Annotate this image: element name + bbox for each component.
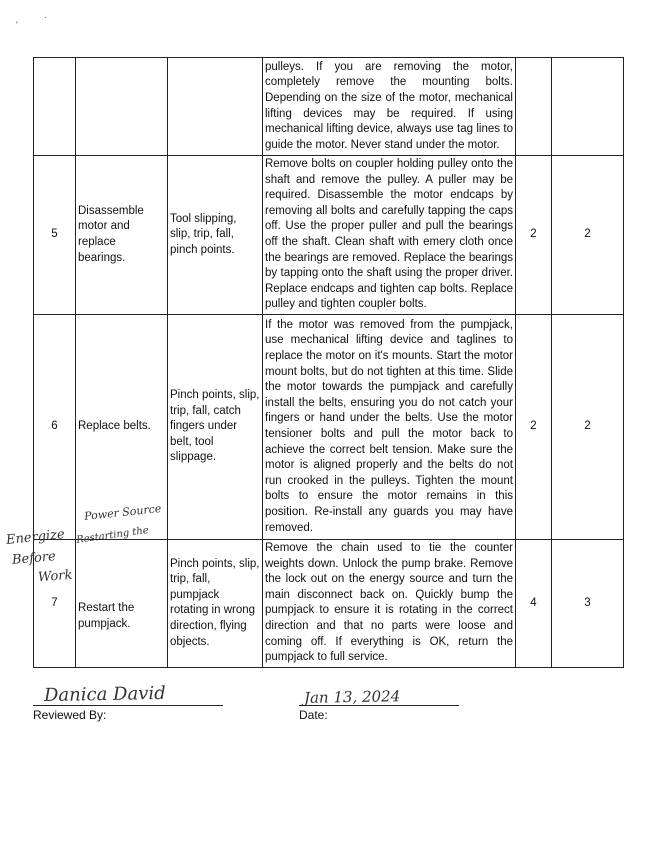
step-number-cell (34, 58, 76, 156)
scan-speck: ' (16, 20, 18, 30)
table-row (34, 539, 624, 667)
task-cell (76, 539, 168, 667)
handwritten-note-restarting: Restarting the (75, 524, 150, 547)
rating-a-cell: 2 (516, 314, 552, 539)
rating-b-cell: 2 (552, 156, 624, 315)
reviewer-signature: Danica David (43, 682, 166, 707)
rating-b-cell (552, 58, 624, 156)
rating-a-cell (516, 58, 552, 156)
table-row (34, 156, 624, 315)
rating-b-cell: 3 (552, 539, 624, 667)
step-number-cell: 7 (34, 539, 76, 667)
step-number-cell: 5 (34, 156, 76, 315)
handwritten-note-energize: Energize (5, 526, 66, 549)
procedure-cell: pulleys. If you are removing the motor, completely remove the mounting bolts. Depending on the size of the motor, mechanical lifting devices may be required. If using mechanical lifting device, always use tag lines to guide the motor. Never stand under the motor. (263, 58, 516, 156)
table-row (34, 58, 624, 156)
reviewer-signature-line (33, 705, 223, 706)
hazards-cell (168, 58, 263, 156)
hazards-cell: Tool slipping, slip, trip, fall, pinch points. (168, 156, 263, 315)
reviewed-by-label: Reviewed By: (33, 708, 107, 722)
rating-b-cell: 2 (552, 314, 624, 539)
date-label: Date: (299, 708, 328, 722)
task-text: Restart the pumpjack. (78, 602, 135, 630)
handwritten-note-before: Before (11, 549, 57, 568)
task-cell: Disassemble motor and replace bearings. (76, 156, 168, 315)
task-cell: Replace belts. (76, 314, 168, 539)
procedure-cell: Remove the chain used to tie the counter weights down. Unlock the pump brake. Remove the lock out on the energy source and turn the main disconnect back on. Quickly bump the pumpjack to ensure it is rotating in the correct direction and that no parts were loose and coming off. If everything is OK, return the pumpjack to full service. (263, 539, 516, 667)
scan-speck: . (44, 10, 47, 20)
rating-a-cell: 4 (516, 539, 552, 667)
rating-a-cell: 2 (516, 156, 552, 315)
job-hazard-analysis-table (33, 57, 624, 668)
step-number-cell: 6 (34, 314, 76, 539)
procedure-cell: Remove bolts on coupler holding pulley onto the shaft and remove the pulley. A puller may be required. Disassemble the motor endcaps by removing all bolts and carefully tapping the caps off. Use the proper puller and pull the bearings off the shaft. Clean shaft with emery cloth once the bearings are removed. Replace the bearings by tapping onto the shaft using the proper driver. Replace endcaps and tighten cap bolts. Replace pulley and tighten coupler bolts. (263, 156, 516, 315)
task-cell (76, 58, 168, 156)
handwritten-note-work: Work (37, 567, 73, 586)
procedure-cell: If the motor was removed from the pumpjack, use mechanical lifting device and taglines to replace the motor on it's mounts. Start the motor mount bolts, but do not tighten at this time. Slide the motor towards the pumpjack and carefully install the belts, ensuring you do not catch your fingers or hand under the belts. Use the motor tensioner bolts and pull the motor back to achieve the correct belt tension. Make sure the motor is aligned properly and the belts do not run crooked in the pulleys. Tighten the mount bolts to ensure the motor remains in this position. Re-install any guards you may have removed. (263, 314, 516, 539)
date-line (299, 705, 459, 706)
hazards-cell: Pinch points, slip, trip, fall, pumpjack rotating in wrong direction, flying objects. (168, 539, 263, 667)
handwritten-note-power-source: Power Source (83, 501, 162, 524)
review-date-value: Jan 13, 2024 (303, 687, 401, 707)
hazards-cell: Pinch points, slip, trip, fall, catch fingers under belt, tool slippage. (168, 314, 263, 539)
